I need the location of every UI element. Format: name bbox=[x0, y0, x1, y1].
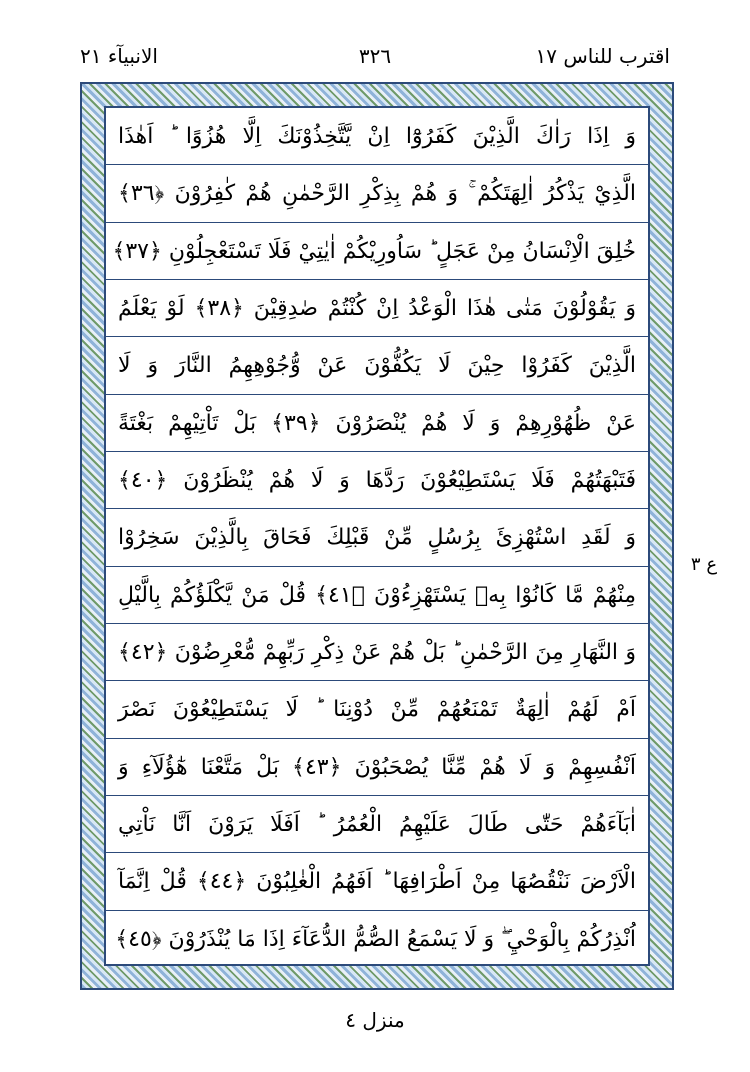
page-number: ٣٢٦ bbox=[358, 44, 392, 68]
manzil-footer: منزل ٤ bbox=[345, 1008, 405, 1032]
ruku-marker: ع ٣ bbox=[690, 554, 718, 575]
verse-line: اَنْفُسِهِمْ وَ لَا هُمْ مِّنَّا يُصْحَبُوْنَ ﴿٤٣﴾ بَلْ مَتَّعْنَا هٰٓؤُلَآءِ وَ bbox=[106, 739, 648, 796]
verse-line: وَ اِذَا رَاٰكَ الَّذِيْنَ كَفَرُوْٓا اِنْ يَّتَّخِذُوْنَكَ اِلَّا هُزُوًا ؕ اَهٰذَا bbox=[106, 108, 648, 165]
verse-lines bbox=[106, 108, 648, 964]
decorative-border bbox=[80, 82, 674, 990]
text-panel bbox=[104, 106, 650, 966]
verse-line: وَ يَقُوْلُوْنَ مَتٰى هٰذَا الْوَعْدُ اِنْ كُنْتُمْ صٰدِقِيْنَ ﴿٣٨﴾ لَوْ يَعْلَمُ bbox=[106, 280, 648, 337]
verse-line: فَتَبْهَتُهُمْ فَلَا يَسْتَطِيْعُوْنَ رَدَّهَا وَ لَا هُمْ يُنْظَرُوْنَ ﴿٤٠﴾ bbox=[106, 452, 648, 509]
verse-line: خُلِقَ الْاِنْسَانُ مِنْ عَجَلٍ ؕ سَاُورِيْكُمْ اٰيٰتِيْ فَلَا تَسْتَعْجِلُوْنِ ﴿٣٧﴾ bbox=[106, 223, 648, 280]
verse-line: اُنْذِرُكُمْ بِالْوَحْيِ ۖؗ وَ لَا يَسْمَعُ الصُّمُّ الدُّعَآءَ اِذَا مَا يُنْذَرُوْنَ ﴿٤٥﴾ bbox=[115, 926, 636, 952]
page-header bbox=[80, 38, 670, 78]
verse-line: مِنْهُمْ مَّا كَانُوْا بِهٖ يَسْتَهْزِءُوْنَ ﴿٤١﴾ قُلْ مَنْ يَّكْلَؤُكُمْ بِالَّيْلِ bbox=[106, 567, 648, 624]
verse-line: وَ النَّهَارِ مِنَ الرَّحْمٰنِ ؕ بَلْ هُمْ عَنْ ذِكْرِ رَبِّهِمْ مُّعْرِضُوْنَ ﴿٤٢﴾ bbox=[106, 624, 648, 681]
surah-title: الانبیآء ٢١ bbox=[80, 44, 158, 68]
verse-line: وَ لَقَدِ اسْتُهْزِئَ بِرُسُلٍ مِّنْ قَبْلِكَ فَحَاقَ بِالَّذِيْنَ سَخِرُوْا bbox=[106, 509, 648, 566]
verse-line: اَمْ لَهُمْ اٰلِهَةٌ تَمْنَعُهُمْ مِّنْ دُوْنِنَا ؕ لَا يَسْتَطِيْعُوْنَ نَصْرَ bbox=[106, 681, 648, 738]
verse-line: عَنْ ظُهُوْرِهِمْ وَ لَا هُمْ يُنْصَرُوْنَ ﴿٣٩﴾ بَلْ تَاْتِيْهِمْ بَغْتَةً bbox=[106, 395, 648, 452]
verse-line: الَّذِيْ يَذْكُرُ اٰلِهَتَكُمْ ۚ وَ هُمْ بِذِكْرِ الرَّحْمٰنِ هُمْ كٰفِرُوْنَ ﴿٣٦﴾ bbox=[106, 165, 648, 222]
verse-line: الْاَرْضَ نَنْقُصُهَا مِنْ اَطْرَافِهَا ؕ اَفَهُمُ الْغٰلِبُوْنَ ﴿٤٤﴾ قُلْ اِنَّمَآ bbox=[106, 853, 648, 910]
verse-line: اٰبَآءَهُمْ حَتّٰى طَالَ عَلَيْهِمُ الْعُمُرُ ؕ اَفَلَا يَرَوْنَ اَنَّا نَاْتِي bbox=[106, 796, 648, 853]
juz-title: اقترب للناس ١٧ bbox=[535, 44, 670, 68]
verse-line: الَّذِيْنَ كَفَرُوْا حِيْنَ لَا يَكُفُّوْنَ عَنْ وُّجُوْهِهِمُ النَّارَ وَ لَا bbox=[106, 337, 648, 394]
